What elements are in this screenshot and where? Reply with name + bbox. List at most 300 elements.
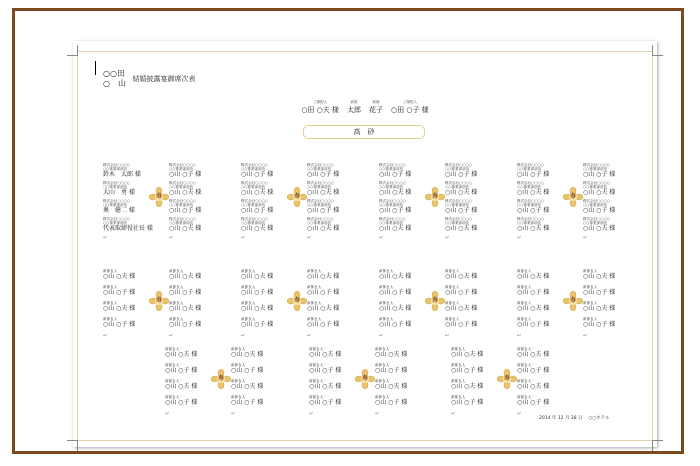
guest-name: ○山 ○夫 様 xyxy=(165,383,198,391)
paragraph-mark: ↵ xyxy=(307,333,312,339)
guest-affiliation: 株式会社○○○○ xyxy=(445,181,472,185)
guest-name: ○山 ○子 様 xyxy=(307,171,340,179)
guest-affiliation: 新郎友人 xyxy=(231,395,246,399)
guest-seat xyxy=(445,333,507,339)
document-page xyxy=(73,41,657,447)
paragraph-mark: ↵ xyxy=(379,333,384,339)
guest-name: ○山 ○子 様 xyxy=(517,399,550,407)
guest-seat xyxy=(241,333,303,339)
guest-seat xyxy=(517,379,579,390)
guest-name: ○山 ○夫 様 xyxy=(165,351,198,359)
guest-name: ○山 ○夫 様 xyxy=(375,383,408,391)
paragraph-mark: ↵ xyxy=(307,235,312,241)
guest-seat xyxy=(445,301,507,312)
guest-seat xyxy=(307,181,369,196)
guest-affiliation: 株式会社○○○○ xyxy=(241,217,268,221)
host-3 xyxy=(391,99,429,115)
guest-affiliation: 新郎友人 xyxy=(445,317,460,321)
paragraph-mark: ↵ xyxy=(517,333,522,339)
kotobuki-emblem-icon xyxy=(425,291,445,311)
guest-name: ○山 ○子 様 xyxy=(379,321,412,329)
guest-affiliation: 新郎友人 xyxy=(517,269,532,273)
guest-name: ○山 ○子 様 xyxy=(309,399,342,407)
guest-name: ○山 ○夫 様 xyxy=(103,305,136,313)
guest-name: ○山 ○夫 様 xyxy=(379,189,412,197)
guest-seat xyxy=(583,285,645,296)
guest-name: ○山 ○夫 様 xyxy=(445,225,478,233)
guest-affiliation: 新郎友人 xyxy=(169,301,184,305)
guest-name: ○山 ○夫 様 xyxy=(583,225,616,233)
host-role: 新郎 xyxy=(350,100,358,104)
guest-affiliation: 新郎友人 xyxy=(445,301,460,305)
guest-affiliation: ○○事業部部長 xyxy=(517,221,542,226)
guest-affiliation: 新郎友人 xyxy=(241,317,256,321)
guest-affiliation: ○○事業部部長 xyxy=(583,167,608,172)
guest-name: ○山 ○子 様 xyxy=(517,289,550,297)
guest-affiliation: 新郎友人 xyxy=(169,317,184,321)
guest-name: ○山 ○子 様 xyxy=(517,207,550,215)
guest-affiliation: ○○事業部部長 xyxy=(307,185,332,190)
guest-seat xyxy=(165,395,227,406)
host-role: 新婦 xyxy=(372,100,380,104)
guest-seat xyxy=(103,317,165,328)
guest-name: ○山 ○子 様 xyxy=(169,289,202,297)
guest-seat xyxy=(379,333,441,339)
guest-affiliation: 新郎友人 xyxy=(375,379,390,383)
guest-affiliation: ○○事業部部長 xyxy=(307,167,332,172)
guest-name: 鈴木 太郎 様 xyxy=(103,171,141,179)
guest-name: ○山 ○夫 様 xyxy=(517,305,550,313)
guest-affiliation: 新郎友人 xyxy=(309,395,324,399)
kotobuki-character: 寿 xyxy=(155,193,162,200)
guest-name: ○山 ○夫 様 xyxy=(583,273,616,281)
guest-affiliation: 新郎友人 xyxy=(517,285,532,289)
guest-affiliation: ○○事業部部長 xyxy=(445,185,470,190)
guest-affiliation: ○○事業部部長 xyxy=(517,167,542,172)
host-name: 太郎 xyxy=(347,106,361,114)
guest-affiliation: 株式会社○○○○ xyxy=(517,217,544,221)
guest-affiliation: 新郎友人 xyxy=(583,285,598,289)
host-name: 花子 xyxy=(369,106,383,114)
guest-name: ○山 ○子 様 xyxy=(517,367,550,375)
guest-seat xyxy=(307,199,369,214)
guest-name: ○山 ○子 様 xyxy=(379,289,412,297)
guest-affiliation: 新郎友人 xyxy=(583,301,598,305)
guest-affiliation: 株式会社○○○○ xyxy=(517,199,544,203)
guest-affiliation: ○○事業部部長 xyxy=(241,203,266,208)
guest-affiliation: ○○事業部部長 xyxy=(583,203,608,208)
guest-name: ○山 ○夫 様 xyxy=(309,383,342,391)
host-row xyxy=(73,99,657,118)
guest-seat xyxy=(445,163,507,178)
guest-seat xyxy=(583,181,645,196)
host-0 xyxy=(301,99,339,115)
guest-name: ○山 ○夫 様 xyxy=(169,273,202,281)
guest-affiliation: 新郎友人 xyxy=(379,301,394,305)
kotobuki-emblem-icon xyxy=(149,187,169,207)
guest-seat xyxy=(451,395,513,406)
kotobuki-emblem-icon xyxy=(211,369,231,389)
guest-affiliation: 新郎友人 xyxy=(451,363,466,367)
paragraph-mark: ↵ xyxy=(241,333,246,339)
guest-seat xyxy=(307,163,369,178)
guest-affiliation: 新郎友人 xyxy=(517,395,532,399)
guest-affiliation: 新郎友人 xyxy=(307,301,322,305)
guest-seat xyxy=(583,317,645,328)
guest-affiliation: ○○事業部部長 xyxy=(445,221,470,226)
guest-seat xyxy=(241,163,303,178)
guest-affiliation: 新郎友人 xyxy=(451,395,466,399)
guest-affiliation: 新郎友人 xyxy=(169,285,184,289)
paragraph-mark: ↵ xyxy=(169,235,174,241)
guest-affiliation: 株式会社○○○○ xyxy=(103,181,130,185)
guest-name: ○山 ○夫 様 xyxy=(451,351,484,359)
host-1 xyxy=(347,99,361,115)
guest-name: ○山 ○子 様 xyxy=(241,171,274,179)
guest-name: ○山 ○子 様 xyxy=(451,399,484,407)
guest-seat xyxy=(517,269,579,280)
guest-seat xyxy=(169,269,231,280)
guest-affiliation: 株式会社○○○○ xyxy=(445,199,472,203)
guest-seat xyxy=(169,199,231,214)
guest-name: ○山 ○夫 様 xyxy=(241,189,274,197)
guest-affiliation: 新郎友人 xyxy=(241,285,256,289)
guest-name: ○山 ○子 様 xyxy=(309,367,342,375)
kotobuki-emblem-icon xyxy=(563,187,583,207)
guest-name: ○山 ○夫 様 xyxy=(379,305,412,313)
paragraph-mark: ↵ xyxy=(165,411,170,417)
host-role: ご媒酌人 xyxy=(402,100,417,104)
crop-mark xyxy=(67,45,78,56)
guest-affiliation: 株式会社○○○○ xyxy=(307,199,334,203)
paragraph-mark: ↵ xyxy=(451,411,456,417)
guest-seat xyxy=(583,269,645,280)
guest-affiliation: 新郎友人 xyxy=(165,363,180,367)
guest-name: 代表取締役社長 様 xyxy=(103,225,153,233)
guest-affiliation: 株式会社○○○○ xyxy=(379,181,406,185)
kotobuki-emblem-icon xyxy=(563,291,583,311)
guest-name: ○山 ○夫 様 xyxy=(517,189,550,197)
guest-name: ○山 ○夫 様 xyxy=(375,351,408,359)
guest-affiliation: 株式会社○○○○ xyxy=(103,163,130,167)
guest-seat xyxy=(241,235,303,241)
guest-seat xyxy=(375,411,437,417)
guest-name: ○山 ○夫 様 xyxy=(517,383,550,391)
guest-affiliation: ○○事業部部長 xyxy=(169,167,194,172)
guest-affiliation: 新郎友人 xyxy=(583,317,598,321)
guest-affiliation: 株式会社○○○○ xyxy=(169,181,196,185)
guest-affiliation: 新郎友人 xyxy=(231,347,246,351)
guest-name: ○山 ○夫 様 xyxy=(307,225,340,233)
guest-seat xyxy=(583,235,645,241)
guest-affiliation: 株式会社○○○○ xyxy=(517,163,544,167)
guest-name: 大山 勇 様 xyxy=(103,189,135,197)
guest-seat xyxy=(517,235,579,241)
guest-name: ○山 ○子 様 xyxy=(165,367,198,375)
guest-name: ○山 ○子 様 xyxy=(445,321,478,329)
guest-name: ○山 ○夫 様 xyxy=(445,273,478,281)
guest-seat xyxy=(103,217,165,232)
guest-affiliation: 新郎友人 xyxy=(231,379,246,383)
guest-name: ○山 ○子 様 xyxy=(169,321,202,329)
guest-seat xyxy=(451,411,513,417)
paragraph-mark: ↵ xyxy=(517,411,522,417)
guest-affiliation: 新郎友人 xyxy=(379,269,394,273)
guest-affiliation: 株式会社○○○○ xyxy=(583,181,610,185)
guest-name: ○山 ○子 様 xyxy=(583,171,616,179)
guest-seat xyxy=(169,217,231,232)
guest-name: ○山 ○夫 様 xyxy=(231,351,264,359)
guest-affiliation: 新郎友人 xyxy=(307,269,322,273)
guest-affiliation: 株式会社○○○○ xyxy=(517,181,544,185)
guest-affiliation: 株式会社○○○○ xyxy=(379,163,406,167)
guest-affiliation: 株式会社○○○○ xyxy=(379,199,406,203)
guest-seat xyxy=(375,363,437,374)
guest-name: ○山 ○子 様 xyxy=(445,289,478,297)
host-name: ○田 ○子 様 xyxy=(391,106,429,114)
guest-name: ○山 ○夫 様 xyxy=(241,225,274,233)
guest-affiliation: 新郎友人 xyxy=(451,379,466,383)
guest-seat xyxy=(583,163,645,178)
guest-affiliation: 新郎友人 xyxy=(307,317,322,321)
guest-affiliation: 新郎友人 xyxy=(307,285,322,289)
guest-seat xyxy=(103,235,165,241)
guest-affiliation: 株式会社○○○○ xyxy=(307,217,334,221)
guest-affiliation: 新郎友人 xyxy=(379,317,394,321)
head-table: 高 砂 xyxy=(303,125,425,139)
kotobuki-character: 寿 xyxy=(431,297,438,304)
guest-seat xyxy=(379,217,441,232)
guest-name: ○山 ○夫 様 xyxy=(103,273,136,281)
guest-seat xyxy=(307,301,369,312)
family-names: ○○田 ○ 山 xyxy=(103,69,126,88)
kotobuki-character: 寿 xyxy=(155,297,162,304)
guest-name: ○山 ○子 様 xyxy=(241,207,274,215)
crop-mark xyxy=(652,440,663,451)
guest-seat xyxy=(169,181,231,196)
guest-affiliation: 株式会社○○○○ xyxy=(445,217,472,221)
kotobuki-character: 寿 xyxy=(361,375,368,382)
guest-name: ○山 ○子 様 xyxy=(241,321,274,329)
guest-affiliation: 株式会社○○○○ xyxy=(241,163,268,167)
guest-seat xyxy=(517,317,579,328)
guest-affiliation: 新郎友人 xyxy=(517,301,532,305)
guest-name: ○山 ○夫 様 xyxy=(309,351,342,359)
guest-affiliation: 株式会社○○○○ xyxy=(379,217,406,221)
guest-name: ○山 ○夫 様 xyxy=(307,305,340,313)
paragraph-mark: ↵ xyxy=(169,333,174,339)
kotobuki-character: 寿 xyxy=(293,297,300,304)
guest-affiliation: 新郎友人 xyxy=(517,379,532,383)
kotobuki-emblem-icon xyxy=(149,291,169,311)
guest-name: ○山 ○夫 様 xyxy=(169,189,202,197)
guest-name: ○山 ○子 様 xyxy=(379,171,412,179)
guest-seat xyxy=(241,269,303,280)
guest-affiliation: 新郎友人 xyxy=(451,347,466,351)
guest-seat xyxy=(231,363,293,374)
guest-name: ○山 ○子 様 xyxy=(169,171,202,179)
guest-seat xyxy=(445,285,507,296)
guest-affiliation: ○○事業部部長 xyxy=(445,203,470,208)
guest-seat xyxy=(517,395,579,406)
crop-mark xyxy=(652,45,663,56)
guest-name: ○山 ○夫 様 xyxy=(231,383,264,391)
guest-affiliation: 新郎友人 xyxy=(375,363,390,367)
guest-affiliation: 新郎友人 xyxy=(165,379,180,383)
guest-seat xyxy=(103,269,165,280)
guest-seat xyxy=(583,301,645,312)
guest-affiliation: 株式会社○○○○ xyxy=(445,163,472,167)
guest-affiliation: 株式会社○○○○ xyxy=(169,199,196,203)
guest-affiliation: 新郎友人 xyxy=(375,347,390,351)
guest-affiliation: ○○事業部部長 xyxy=(307,221,332,226)
guest-name: ○山 ○夫 様 xyxy=(379,225,412,233)
guest-affiliation: 新郎友人 xyxy=(165,347,180,351)
kotobuki-character: 寿 xyxy=(431,193,438,200)
guest-seat xyxy=(307,285,369,296)
guest-name: ○山 ○子 様 xyxy=(445,171,478,179)
guest-affiliation: 株式会社○○○○ xyxy=(307,163,334,167)
guest-affiliation: 株式会社○○○○ xyxy=(241,181,268,185)
guest-seat xyxy=(307,333,369,339)
guest-affiliation: 新郎友人 xyxy=(169,269,184,273)
guest-seat xyxy=(379,163,441,178)
guest-affiliation: ○○事業部部長 xyxy=(241,221,266,226)
guest-name: ○山 ○夫 様 xyxy=(517,351,550,359)
guest-name: ○山 ○子 様 xyxy=(165,399,198,407)
guest-name: ○山 ○夫 様 xyxy=(241,305,274,313)
guest-affiliation: 新郎友人 xyxy=(103,269,118,273)
guest-seat xyxy=(231,411,293,417)
guest-seat xyxy=(307,217,369,232)
guest-seat xyxy=(379,269,441,280)
guest-seat xyxy=(169,317,231,328)
guest-name: ○山 ○夫 様 xyxy=(307,189,340,197)
guest-name: ○山 ○夫 様 xyxy=(241,273,274,281)
guest-name: ○山 ○夫 様 xyxy=(379,273,412,281)
guest-affiliation: ○○事業部部長 xyxy=(169,185,194,190)
paragraph-mark: ↵ xyxy=(445,235,450,241)
guest-name: ○山 ○子 様 xyxy=(241,289,274,297)
kotobuki-character: 寿 xyxy=(569,193,576,200)
guest-name: ○山 ○子 様 xyxy=(517,321,550,329)
guest-affiliation: ○○事業部部長 xyxy=(103,221,128,226)
guest-seat xyxy=(307,235,369,241)
guest-seat xyxy=(583,199,645,214)
guest-affiliation: 株式会社○○○○ xyxy=(307,181,334,185)
paragraph-mark: ↵ xyxy=(103,235,108,241)
guest-name: ○山 ○子 様 xyxy=(375,367,408,375)
guest-affiliation: ○○事業部部長 xyxy=(103,203,128,208)
guest-seat xyxy=(445,181,507,196)
kotobuki-emblem-icon xyxy=(497,369,517,389)
guest-seat xyxy=(309,347,371,358)
guest-seat xyxy=(307,317,369,328)
guest-affiliation: ○○事業部部長 xyxy=(103,185,128,190)
guest-affiliation: 新郎友人 xyxy=(517,317,532,321)
host-name: ○田 ○夫 様 xyxy=(301,106,339,114)
guest-affiliation: 新郎友人 xyxy=(445,269,460,273)
guest-affiliation: 株式会社○○○○ xyxy=(169,217,196,221)
guest-seat xyxy=(517,163,579,178)
guest-seat xyxy=(169,285,231,296)
guest-name: ○山 ○子 様 xyxy=(307,207,340,215)
guest-affiliation: ○○事業部部長 xyxy=(241,167,266,172)
guest-affiliation: 新郎友人 xyxy=(165,395,180,399)
guest-affiliation: ○○事業部部長 xyxy=(241,185,266,190)
kotobuki-emblem-icon xyxy=(425,187,445,207)
kotobuki-emblem-icon xyxy=(287,187,307,207)
paragraph-mark: ↵ xyxy=(375,411,380,417)
guest-seat xyxy=(103,163,165,178)
document-title: 結婚披露宴御席次表 xyxy=(132,75,196,83)
guest-name: ○山 ○子 様 xyxy=(103,289,136,297)
paragraph-mark: ↵ xyxy=(445,333,450,339)
guest-seat xyxy=(379,317,441,328)
guest-affiliation: 新郎友人 xyxy=(379,285,394,289)
guest-name: ○山 ○子 様 xyxy=(307,321,340,329)
guest-seat xyxy=(169,235,231,241)
guest-affiliation: ○○事業部部長 xyxy=(379,203,404,208)
guest-seat xyxy=(445,317,507,328)
guest-affiliation: 新郎友人 xyxy=(231,363,246,367)
guest-seat xyxy=(583,333,645,339)
guest-affiliation: 新郎友人 xyxy=(309,363,324,367)
kotobuki-character: 寿 xyxy=(503,375,510,382)
guest-affiliation: 株式会社○○○○ xyxy=(241,199,268,203)
guest-seat xyxy=(517,333,579,339)
guest-affiliation: 株式会社○○○○ xyxy=(583,199,610,203)
guest-affiliation: ○○事業部部長 xyxy=(379,167,404,172)
guest-name: ○山 ○夫 様 xyxy=(451,383,484,391)
guest-affiliation: ○○事業部部長 xyxy=(379,185,404,190)
document-title-block xyxy=(103,69,196,89)
guest-name: ○山 ○夫 様 xyxy=(517,225,550,233)
guest-seat xyxy=(231,395,293,406)
guest-seat xyxy=(517,347,579,358)
guest-affiliation: 新郎友人 xyxy=(103,301,118,305)
guest-seat xyxy=(309,395,371,406)
paragraph-mark: ↵ xyxy=(583,333,588,339)
guest-seat xyxy=(445,217,507,232)
guest-name: ○山 ○夫 様 xyxy=(169,305,202,313)
paragraph-mark: ↵ xyxy=(309,411,314,417)
guest-affiliation: ○○事業部部長 xyxy=(103,167,128,172)
guest-name: ○山 ○子 様 xyxy=(231,399,264,407)
guest-affiliation: ○○事業部部長 xyxy=(169,221,194,226)
guest-affiliation: 新郎友人 xyxy=(241,269,256,273)
guest-name: ○山 ○子 様 xyxy=(583,289,616,297)
crop-mark xyxy=(67,440,78,451)
kotobuki-emblem-icon xyxy=(287,291,307,311)
guest-affiliation: 株式会社○○○○ xyxy=(103,199,130,203)
paragraph-mark: ↵ xyxy=(103,333,108,339)
guest-affiliation: 新郎友人 xyxy=(309,347,324,351)
guest-seat xyxy=(375,347,437,358)
guest-name: ○山 ○夫 様 xyxy=(169,225,202,233)
guest-affiliation: ○○事業部部長 xyxy=(307,203,332,208)
guest-seat xyxy=(445,269,507,280)
guest-affiliation: 新郎友人 xyxy=(375,395,390,399)
guest-name: ○山 ○夫 様 xyxy=(445,189,478,197)
guest-affiliation: ○○事業部部長 xyxy=(583,221,608,226)
guest-name: ○山 ○子 様 xyxy=(517,171,550,179)
guest-name: ○山 ○子 様 xyxy=(307,289,340,297)
guest-seat xyxy=(445,199,507,214)
guest-name: ○山 ○夫 様 xyxy=(583,189,616,197)
footer: 2014 年 12 月 28 日 ○○ホテル xyxy=(539,416,610,421)
guest-seat xyxy=(165,347,227,358)
